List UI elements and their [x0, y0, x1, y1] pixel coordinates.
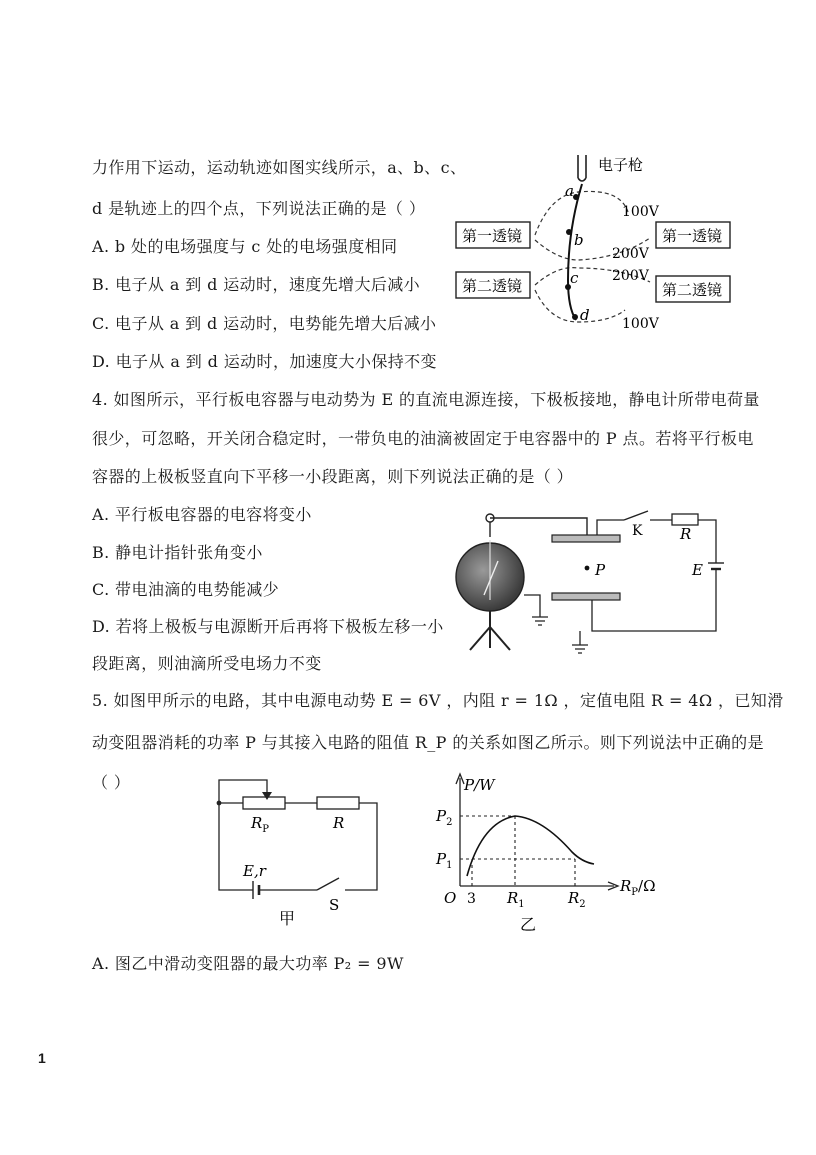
x-axis-label: $R_P/\Omega$ — [620, 877, 656, 898]
q4-option-d-line-1: D. 若将上极板与电源断开后再将下极板左移一小 — [92, 617, 444, 636]
q5-line-1: 5. 如图甲所示的电路，其中电源电动势 E = 6V ，内阻 r = 1Ω ，定值电阻 R = 4Ω ，已知滑 — [92, 691, 784, 710]
q4-line-3: 容器的上极板竖直向下平移一小段距离，则下列说法正确的是（ ） — [92, 467, 574, 486]
q4-option-a: A. 平行板电容器的电容将变小 — [92, 505, 312, 524]
top-plate — [552, 535, 620, 542]
r2-label: $R_2$ — [568, 889, 586, 910]
q4-line-2: 很少，可忽略，开关闭合稳定时，一带负电的油滴被固定于电容器中的 P 点。若将平行板电 — [92, 429, 754, 448]
lens1-right-label: 第一透镜 — [662, 227, 723, 245]
equipotential-line-1 — [535, 191, 628, 235]
voltage-200v-2: 200V — [612, 268, 649, 284]
r-label: R — [333, 814, 345, 832]
electroscope-ground — [524, 595, 548, 625]
switch-k-label: K — [632, 523, 643, 539]
point-a-label: a — [565, 182, 574, 200]
point-b-dot — [566, 229, 572, 235]
point-p-label: P — [595, 561, 606, 579]
lens2-right-label: 第二透镜 — [662, 281, 723, 299]
tick-3-label: 3 — [467, 891, 476, 907]
rheostat-rp — [243, 797, 285, 809]
q5-line-2: 动变阻器消耗的功率 P 与其接入电路的阻值 R_P 的关系如图乙所示。则下列说法中正确的是 — [92, 733, 764, 752]
resistor-r — [672, 514, 698, 525]
er-label: E,r — [243, 862, 266, 880]
switch-k — [624, 511, 648, 520]
q3-option-d: D. 电子从 a 到 d 运动时，加速度大小保持不变 — [92, 352, 437, 371]
y-axis-label: P/W — [464, 776, 495, 794]
q3-option-a: A. b 处的电场强度与 c 处的电场强度相同 — [92, 237, 398, 256]
gun-icon — [578, 155, 586, 181]
voltage-100v-bottom: 100V — [622, 316, 659, 332]
q5-paren: （ ） — [92, 773, 131, 792]
q5-option-a: A. 图乙中滑动变阻器的最大功率 P₂ = 9W — [92, 954, 404, 973]
p1-label: $P_1$ — [436, 850, 453, 871]
electron-lens-figure — [450, 150, 740, 335]
rp-label: $R_P$ — [251, 814, 270, 835]
resistor-r-label: R — [680, 525, 692, 543]
electroscope-stand — [470, 611, 510, 650]
battery-e-label: E — [692, 561, 703, 579]
r1-label: $R_1$ — [507, 889, 525, 910]
q3-option-b: B. 电子从 a 到 d 运动时，速度先增大后减小 — [92, 275, 421, 294]
caption-yi: 乙 — [520, 915, 537, 934]
point-d-dot — [572, 314, 578, 320]
q3-option-c: C. 电子从 a 到 d 运动时，电势能先增大后减小 — [92, 314, 437, 333]
plate-ground — [572, 631, 588, 653]
capacitor-circuit-figure — [452, 505, 727, 660]
gun-label: 电子枪 — [598, 156, 644, 174]
q4-line-1: 4. 如图所示，平行板电容器与电动势为 E 的直流电源连接，下极板接地，静电计所带电荷量 — [92, 390, 760, 409]
oil-drop-point — [585, 566, 590, 571]
lens2-left-label: 第二透镜 — [462, 277, 523, 295]
caption-jia: 甲 — [279, 909, 296, 928]
point-c-label: c — [570, 269, 579, 287]
resistor-r — [317, 797, 359, 809]
switch-s — [317, 878, 339, 890]
origin-label: O — [444, 889, 457, 907]
voltage-200v-1: 200V — [612, 246, 649, 262]
q4-option-c: C. 带电油滴的电势能减少 — [92, 580, 280, 599]
lens1-left-label: 第一透镜 — [462, 227, 523, 245]
s-label: S — [329, 896, 340, 914]
point-b-label: b — [574, 231, 584, 249]
page-number: 1 — [38, 1050, 46, 1066]
q3-line-2: d 是轨迹上的四个点，下列说法正确的是（ ） — [92, 199, 426, 218]
point-d-label: d — [580, 306, 590, 324]
p2-label: $P_2$ — [436, 807, 453, 828]
circuit-jia-figure — [205, 770, 390, 930]
power-graph-yi — [432, 770, 682, 935]
voltage-100v-top: 100V — [622, 204, 659, 220]
bottom-plate — [552, 593, 620, 600]
slider-arrow-icon — [262, 792, 272, 800]
q4-option-b: B. 静电计指针张角变小 — [92, 543, 263, 562]
q4-option-d-line-2: 段距离，则油滴所受电场力不变 — [92, 654, 322, 673]
q3-line-1: 力作用下运动，运动轨迹如图实线所示，a、b、c、 — [92, 158, 467, 177]
electron-trajectory — [568, 184, 582, 320]
wire-to-top-plate — [490, 518, 587, 535]
